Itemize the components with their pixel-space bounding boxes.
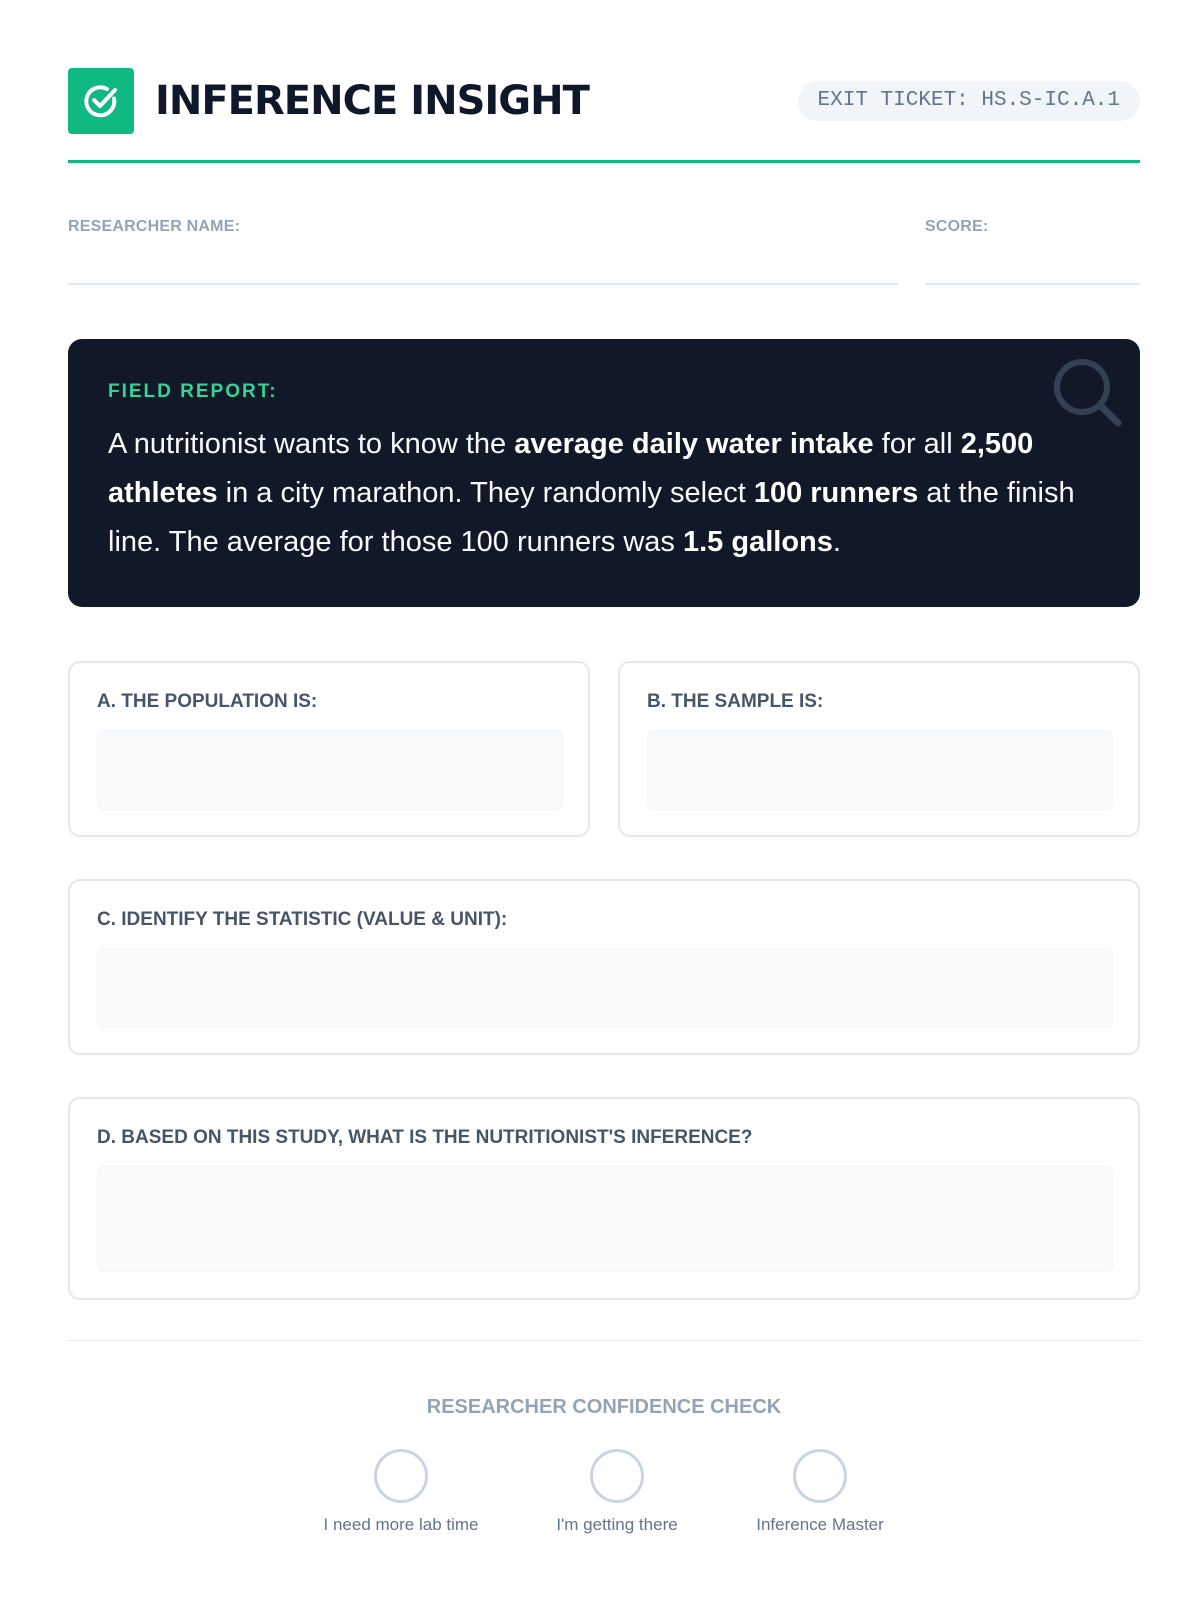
check-circle-icon <box>81 81 121 121</box>
confidence-option-label: Inference Master <box>756 1515 884 1534</box>
search-icon <box>1052 357 1124 429</box>
report-highlight: average daily water intake <box>514 428 874 460</box>
question-sample-label: B. THE SAMPLE IS: <box>647 691 824 712</box>
confidence-option-master[interactable] <box>700 1449 940 1535</box>
researcher-name-label: RESEARCHER NAME: <box>68 218 241 235</box>
section-divider <box>68 1340 1140 1341</box>
score-label: SCORE: <box>925 218 989 235</box>
report-highlight: 1.5 gallons <box>682 526 833 558</box>
report-segment: in a city marathon. They randomly select <box>217 477 754 509</box>
question-sample-card <box>618 661 1140 837</box>
statistic-answer-field[interactable] <box>97 948 1113 1028</box>
score-field[interactable] <box>925 283 1140 285</box>
question-inference-label: D. BASED ON THIS STUDY, WHAT IS THE NUTRITIONIST'S INFERENCE? <box>97 1127 753 1148</box>
field-report <box>68 339 1140 607</box>
field-report-label: FIELD REPORT: <box>108 381 278 402</box>
sample-answer-field[interactable] <box>647 730 1113 810</box>
report-highlight: 2,500 athletes <box>108 428 1034 509</box>
report-segment: . <box>832 526 841 558</box>
standard-badge: EXIT TICKET: HS.S-IC.A.1 <box>798 81 1140 121</box>
confidence-option-more-time[interactable] <box>281 1449 521 1535</box>
inference-answer-field[interactable] <box>97 1166 1113 1272</box>
logo <box>68 68 134 134</box>
field-report-text <box>108 420 1108 567</box>
header <box>68 68 1140 134</box>
report-segment: at the finish line. The average for those 100 runners was <box>108 477 1075 558</box>
exit-ticket-page <box>68 0 1140 1600</box>
confidence-check-title: RESEARCHER CONFIDENCE CHECK <box>426 1396 782 1418</box>
report-segment: A nutritionist wants to know the <box>108 428 515 460</box>
question-statistic-card <box>68 879 1140 1055</box>
confidence-option-label: I'm getting there <box>556 1515 678 1534</box>
confidence-radio[interactable] <box>590 1449 644 1503</box>
header-divider <box>68 160 1140 163</box>
confidence-radio[interactable] <box>374 1449 428 1503</box>
population-answer-field[interactable] <box>97 730 563 810</box>
confidence-option-label: I need more lab time <box>323 1515 479 1534</box>
page-title: INFERENCE INSIGHT <box>155 78 589 124</box>
researcher-name-field[interactable] <box>68 283 898 285</box>
report-highlight: 100 runners <box>753 477 919 509</box>
report-segment: for all <box>873 428 961 460</box>
question-population-label: A. THE POPULATION IS: <box>97 691 318 712</box>
question-inference-card <box>68 1097 1140 1300</box>
question-population-card <box>68 661 590 837</box>
confidence-radio[interactable] <box>793 1449 847 1503</box>
question-statistic-label: C. IDENTIFY THE STATISTIC (VALUE & UNIT): <box>97 909 508 930</box>
